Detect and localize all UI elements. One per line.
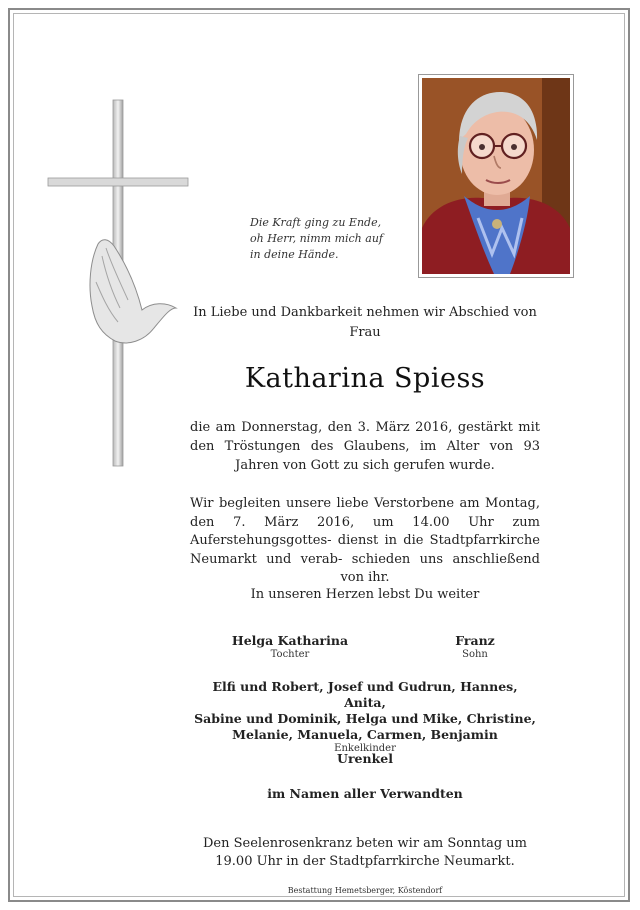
praying-hands-icon: [90, 240, 176, 343]
rosary-notice: [190, 835, 540, 871]
deceased-name: Katharina Spiess: [244, 363, 486, 394]
on-behalf-of-relatives: im Namen aller Verwandten: [267, 786, 463, 801]
quote-line-1: Die Kraft ging zu Ende,: [250, 216, 382, 229]
relative-daughter: [215, 633, 365, 661]
rosary-line-2: 19.00 Uhr in der Stadtpfarrkirche Neumarkt.: [215, 854, 515, 869]
intro-text: [190, 303, 540, 343]
intro-line-2: Frau: [349, 325, 381, 340]
motto: In unseren Herzen lebst Du weiter: [250, 587, 480, 602]
grandchildren-label: Enkelkinder: [334, 743, 396, 754]
funeral-home-footer: Bestattung Hemetsberger, Köstendorf: [287, 886, 443, 895]
death-notice-paragraph: die am Donnerstag, den 3. März 2016, gestärkt mit den Tröstungen des Glaubens, im Alter von 93 Jahren von Gott zu sich gerufen wurde.: [190, 420, 540, 473]
relative-son: [430, 633, 520, 661]
grandchildren-line-3: Melanie, Manuela, Carmen, Benjamin: [232, 727, 498, 742]
grandchildren-line-2: Sabine und Dominik, Helga und Mike, Christine,: [194, 711, 536, 726]
grandchildren-line-1: Elfi und Robert, Josef und Gudrun, Hannes, Anita,: [212, 679, 518, 710]
relative-name: Helga Katharina: [231, 633, 349, 648]
rosary-line-1: Den Seelenrosenkranz beten wir am Sonntag um: [203, 836, 527, 851]
grandchildren-block: [190, 679, 540, 755]
portrait-photo: [418, 74, 574, 278]
relative-name: Franz: [455, 633, 495, 648]
quote-line-2: oh Herr, nimm mich auf: [250, 232, 383, 245]
quote-verse: [250, 215, 410, 263]
portrait-image: [422, 78, 570, 274]
funeral-notice-paragraph: Wir begleiten unsere liebe Verstorbene am Montag, den 7. März 2016, um 14.00 Uhr zum Auferstehungsgottes- dienst in die Stadtpfarrkirche Neumarkt und verab- schieden uns anschließend von ihr.: [190, 496, 540, 585]
cross-with-praying-hands-icon: [40, 96, 200, 476]
great-grandchildren: Urenkel: [337, 751, 393, 766]
relative-role: Sohn: [462, 649, 488, 660]
intro-line-1: In Liebe und Dankbarkeit nehmen wir Abschied von: [193, 305, 537, 320]
quote-line-3: in deine Hände.: [250, 248, 339, 261]
relative-role: Tochter: [270, 649, 310, 660]
